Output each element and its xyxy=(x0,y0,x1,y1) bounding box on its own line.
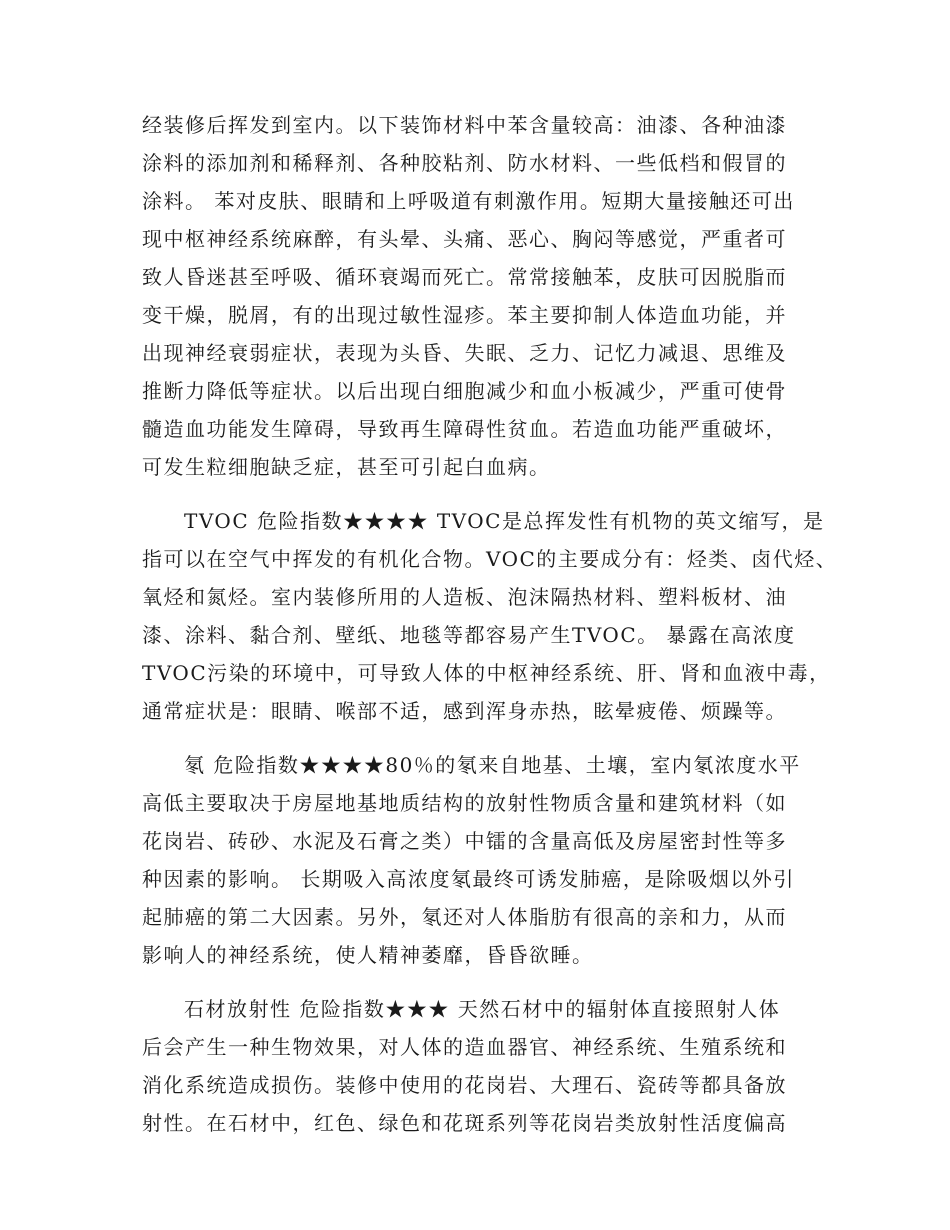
text-line: 通常症状是：眼睛、喉部不适，感到浑身赤热，眩晕疲倦、烦躁等。 xyxy=(142,699,787,723)
text-line: 髓造血功能发生障碍，导致再生障碍性贫血。若造血功能严重破坏， xyxy=(142,417,787,441)
paragraph-benzene xyxy=(142,106,822,486)
text-line: 种因素的影响。 长期吸入高浓度氡最终可诱发肺癌，是除吸烟以外引 xyxy=(142,867,795,891)
paragraph-stone-radiation xyxy=(142,990,822,1142)
document-body xyxy=(142,106,838,1158)
text-line: 花岗岩、砖砂、水泥及石膏之类）中镭的含量高低及房屋密封性等多 xyxy=(142,829,787,853)
text-line: 高低主要取决于房屋地基地质结构的放射性物质含量和建筑材料（如 xyxy=(142,791,787,815)
text-line: 起肺癌的第二大因素。另外，氡还对人体脂肪有很高的亲和力，从而 xyxy=(142,905,787,929)
text-line: 可发生粒细胞缺乏症，甚至可引起白血病。 xyxy=(142,455,551,479)
text-line: 出现神经衰弱症状，表现为头昏、失眠、乏力、记忆力减退、思维及 xyxy=(142,341,787,365)
text-line: 经装修后挥发到室内。以下装饰材料中苯含量较高：油漆、各种油漆 xyxy=(142,113,787,137)
paragraph-tvoc xyxy=(142,502,838,730)
text-line: 漆、涂料、黏合剂、壁纸、地毯等都容易产生TVOC。 暴露在高浓度 xyxy=(142,623,796,647)
text-line: TVOC 危险指数★★★★ TVOC是总挥发性有机物的英文缩写，是 xyxy=(184,509,825,533)
text-line: 氧烃和氮烃。室内装修所用的人造板、泡沫隔热材料、塑料板材、油 xyxy=(142,585,787,609)
text-line: 射性。在石材中，红色、绿色和花斑系列等花岗岩类放射性活度偏高 xyxy=(142,1111,787,1135)
text-line: 消化系统造成损伤。装修中使用的花岗岩、大理石、瓷砖等都具备放 xyxy=(142,1073,787,1097)
text-line: 影响人的神经系统，使人精神萎靡，昏昏欲睡。 xyxy=(142,943,594,967)
text-line: TVOC污染的环境中，可导致人体的中枢神经系统、肝、肾和血液中毒， xyxy=(142,661,831,685)
paragraph-radon xyxy=(142,746,822,974)
text-line: 变干燥，脱屑，有的出现过敏性湿疹。苯主要抑制人体造血功能，并 xyxy=(142,303,787,327)
text-line: 石材放射性 危险指数★★★ 天然石材中的辐射体直接照射人体 xyxy=(184,997,781,1021)
text-line: 指可以在空气中挥发的有机化合物。VOC的主要成分有：烃类、卤代烃、 xyxy=(142,547,838,571)
text-line: 致人昏迷甚至呼吸、循环衰竭而死亡。常常接触苯，皮肤可因脱脂而 xyxy=(142,265,787,289)
text-line: 涂料。 苯对皮肤、眼睛和上呼吸道有刺激作用。短期大量接触还可出 xyxy=(142,189,795,213)
text-line: 氡 危险指数★★★★80％的氡来自地基、土壤，室内氡浓度水平 xyxy=(184,753,801,777)
text-line: 现中枢神经系统麻醉，有头晕、头痛、恶心、胸闷等感觉，严重者可 xyxy=(142,227,787,251)
text-line: 涂料的添加剂和稀释剂、各种胶粘剂、防水材料、一些低档和假冒的 xyxy=(142,151,787,175)
text-line: 推断力降低等症状。以后出现白细胞减少和血小板减少，严重可使骨 xyxy=(142,379,787,403)
text-line: 后会产生一种生物效果，对人体的造血器官、神经系统、生殖系统和 xyxy=(142,1035,787,1059)
